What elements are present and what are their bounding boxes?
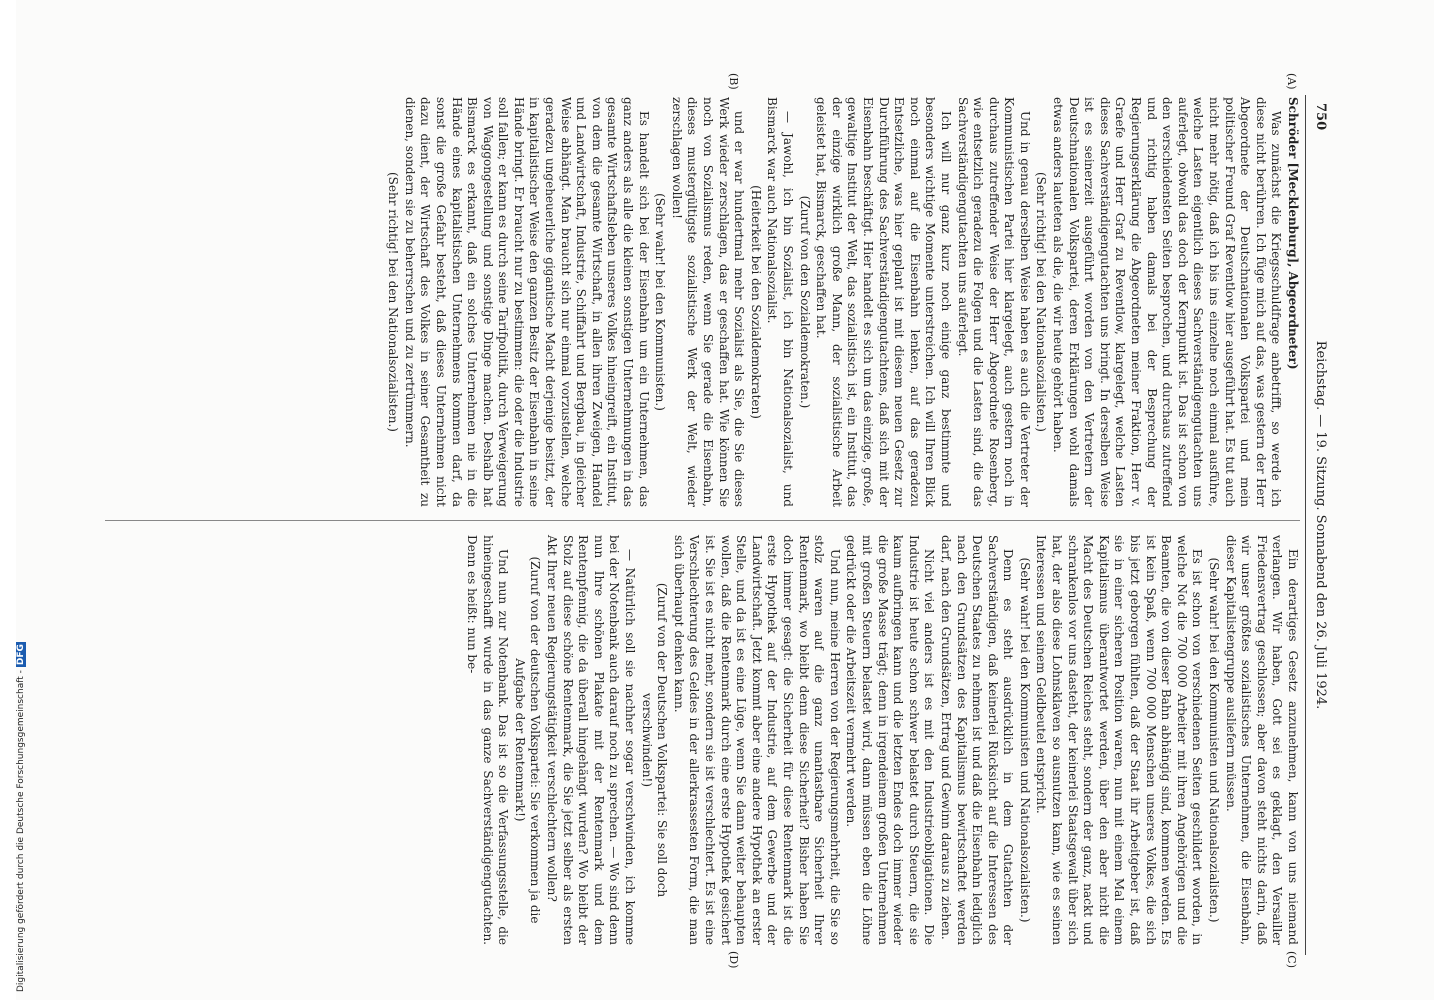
interjection: (Sehr wahr! bei den Kommunisten und Nationalsozialisten.) — [1207, 557, 1222, 923]
interjection: (Zuruf von der Deutschen Volkspartei: Sie soll doch verschwinden!) — [639, 582, 670, 898]
interjection: (Heiterkeit bei den Sozialdemokraten) — [748, 185, 763, 419]
paragraph: Was zunächst die Kriegsschuldfrage anbetrifft, so werde ich diese nicht berühren. Ich füge mich auf das, was gestern der Herr Abgeordnete der Deutschnationalen Volkspartei und mein politischer Freund Graf Reventlow hier ausgeführt hat. Es tut auch nicht mehr nötig, daß ich bis ins einzelne noch einmal ausführe, welche Lasten eigentlich dieses Sachverständigengutachten uns auferlegt, obwohl das doch der Kernpunkt ist. Das ist schon von den verschiedensten Seiten besprochen, und durchaus zutreffend und richtig haben damals bei der Besprechung der Regierungserklärung die Abgeordneten meiner Fraktion, Herr v. Graefe und Herr Graf zu Reventlow, klargelegt, welche Lasten dieses Sachverständigengutachten uns bringt. In derselben Weise ist es seinerzeit ausgeführt worden von den Vertretern der Deutschnationalen Volkspartei, deren Erklärungen wohl damals etwas anders lauteten als die, die wir heute gehört haben. — [1051, 97, 1284, 507]
paragraph: Und in genau derselben Weise haben es auch die Vertreter der Kommunistischen Partei hier klargelegt, auch gestern noch in durchaus zutreffender Weise der Herr Abgeordnete Rosenberg, wie entsetzlich geradezu die Folgen und die Lasten sind, die das Sachverständigengutachten uns auferlegt. — [955, 97, 1032, 507]
page-header — [1306, 95, 1330, 955]
interjection: (Zuruf von der deutschen Volkspartei: Sie verkommen ja die Aufgabe der Rentenmark!) — [512, 556, 543, 924]
page-number: 750 — [1313, 103, 1328, 131]
digitization-credit — [16, 642, 26, 992]
left-column — [384, 97, 1300, 507]
margin-mark-d: (D) — [727, 951, 740, 969]
credit-text: Digitalisierung gefördert durch die Deutsche Forschungsgemeinschaft - — [16, 670, 26, 992]
paragraph: Und nun, meine Herren von der Regierungsmehrheit, die Sie so stolz waren auf die ganz unantastbare Sicherheit Ihrer Rentenmark, wo bleibt denn diese Sicherheit? Bisher haben Sie doch immer gesagt: die Sicherheit für diese Rentenmark ist die erste Hypothek auf der Industrie, auf dem Gewerbe und der Landwirtschaft. Jetzt kommt aber eine andere Hypothek an erster Stelle, und da ist es eine Lüge, wenn Sie dann weiter behaupten wollen, daß die Rentenmark durch eine erste Hypothek gesichert ist. Sie ist es nicht mehr, sondern sie ist verschlechtert. Es ist eine Verschlechterung des Geldes in der allerkrassesten Form, die man sich überhaupt denken kann. — [671, 535, 842, 945]
interjection: (Sehr wahr! bei den Kommunisten und Nationalsozialisten.) — [1017, 557, 1032, 923]
paragraph: Ein derartiges Gesetz anzunehmen, kann von uns niemand verlangen. Wir haben, Gott sei es geklagt, den Versailler Friedensvertrag geschlossen; aber davon steht nichts darin, daß wir unser größtes sozialistisches Unternehmen, die Eisenbahn, dieser Kapitalistengruppe ausliefern müssen. — [1223, 535, 1300, 945]
rotated-page-content — [100, 73, 1330, 969]
interjection: (Zuruf von den Sozialdemokraten.) — [797, 195, 812, 409]
paragraph: Nicht viel anders ist es mit den Industrieobligationen. Die Industrie ist heute schon schwer belastet durch Steuern, die sie kaum aufbringen kann und die letzten Endes doch immer wieder die große Masse trägt; denn in irgendeinem großen Unternehmen mit großen Steuern belastet wird, dann müssen eben die Löhne gedrückt oder die Arbeitszeit vermehrt werden. — [844, 535, 937, 945]
paragraph: — Jawohl, ich bin Sozialist, ich bin Nationalsozialist, und Bismarck war auch Nationalsozialist. — [765, 97, 795, 507]
margin-mark-c: (C) — [1285, 951, 1298, 968]
credit-strip — [0, 0, 16, 1000]
right-column — [463, 535, 1300, 945]
column-divider — [105, 520, 1300, 521]
paragraph: und er war hundertmal mehr Sozialist als Sie, die Sie dieses Werk wieder zerschlagen, das er geschaffen hat. Wie können Sie noch von Sozialismus reden, wenn Sie gerade die Eisenbahn, dieses mustergültigste sozialistische Werk der Welt, wieder zerschlagen wollen! — [669, 97, 747, 507]
margin-mark-a: (A) — [1285, 73, 1298, 90]
interjection: (Sehr richtig! bei den Nationalsozialisten.) — [386, 172, 401, 432]
interjection: (Sehr wahr! bei den Kommunisten.) — [653, 193, 668, 411]
margin-mark-b: (B) — [727, 73, 740, 90]
paragraph: — Natürlich soll sie nachher sogar verschwinden, ich komme bei der Notenbank auch darauf noch zu sprechen. — Wo sind denn nun Ihre schönen Plakate mit der Rentenmark und dem Rentenpfennig, die da überall hingehängt wurden? Wo bleibt der Stolz auf diese schöne Rentenmark, die Sie jetzt selber als ersten Akt Ihrer neuen Regierungstätigkeit verschlechtern wollen? — [545, 535, 638, 945]
paragraph: Es ist schon von verschiedenen Seiten geschildert worden, in welche Not die 700 000 Arbeiter mit ihren Angehörigen und die Beamten, die von dieser Bahn abhängig sind, kommen werden. Es ist kein Spaß, wenn 700 000 Menschen unseres Volkes, die sich bis jetzt geborgen fühlten, daß der Staat ihr Arbeitgeber ist, daß sie in einer sicheren Position waren, nun mit einem Mal einem Kapitalismus überantwortet werden, über den aber nicht die Macht des Deutschen Reiches steht, sondern der ganz, nackt und schrankenlos vor uns dasteht, der keinerlei Staatsgewalt über sich hat, der also diese Lohnsklaven so ausnutzen kann, wie es seinen Interessen und seinem Geldbeutel entspricht. — [1034, 535, 1205, 945]
paragraph: Denn es steht ausdrücklich in dem Gutachten der Sachverständigen, daß keinerlei Rücksicht auf die Interessen des Deutschen Staates zu nehmen ist und daß die Eisenbahn lediglich nach den Grundsätzen des Kapitalismus bewirtschaftet werden darf, nach den Grundsätzen, Ertrag und Gewinn daraus zu ziehen. — [938, 535, 1016, 945]
paragraph: Ich will nur ganz kurz noch einige ganz bestimmte und besonders wichtige Momente unterstreichen. Ich will Ihren Blick noch einmal auf die Eisenbahn lenken, auf das geradezu Entsetzliche, was hier geplant ist mit diesem neuen Gesetz zur Durchführung des Sachverständigengutachtens, daß sich mit der Eisenbahn beschäftigt. Hier handelt es sich um das einzige, große, gewaltige Institut der Welt, das sozialistisch ist, ein Institut, das der einzige wirklich große Mann, der sozialistische Arbeit geleistet hat, Bismarck, geschaffen hat. — [814, 97, 953, 507]
running-title: Reichstag. — 19. Sitzung. Sonnabend den 26. Juli 1924. — [1313, 340, 1328, 710]
paragraph: Es handelt sich bei der Eisenbahn um ein Unternehmen, das ganz anders als alle die kleinen sonstigen Unternehmungen in das gesamte Wirtschaftsleben unseres Volkes hineingreift, ein Institut, von dem die gesamte Wirtschaft, in allen ihren Zweigen, Handel und Landwirtschaft, Industrie, Schiffahrt und Bergbau, in gleicher Weise abhängt. Man braucht sich nur einmal vorzustellen, welche geradezu ungeheuerliche gigantische Macht derjenige besitzt, der in kapitalistischer Weise den ganzen Besitz der Eisenbahn in seine Hände bringt. Er braucht nur zu bestimmen: die oder die Industrie soll fallen; er kann es durch seine Tarifpolitik, durch Verweigerung von Waggongestellung und sonstige Dinge machen. Deshalb hat Bismarck es erkannt, daß ein solches Unternehmen nie in die Hände eines kapitalistischen Unternehmens kommen darf, da sonst die große Gefahr besteht, daß dieses Unternehmen nicht dazu dient, der Wirtschaft des Volkes in seiner Gesamtheit zu dienen, sondern sie zu beherrschen und zu zertrümmern. — [402, 97, 651, 507]
dfg-logo: DFG — [16, 644, 26, 666]
header-rule — [1305, 95, 1306, 955]
speaker-line: Schröder [Mecklenburg], Abgeordneter) — [1286, 97, 1300, 370]
paragraph: Und nun zur Notenbank. Das ist so die Verfassungsstelle, die hineingeschafft wurde in das ganze Sachverständigengutachten. Denn es heißt: nun be- — [465, 535, 511, 945]
interjection: (Sehr richtig! bei den Nationalsozialisten.) — [1034, 172, 1049, 432]
